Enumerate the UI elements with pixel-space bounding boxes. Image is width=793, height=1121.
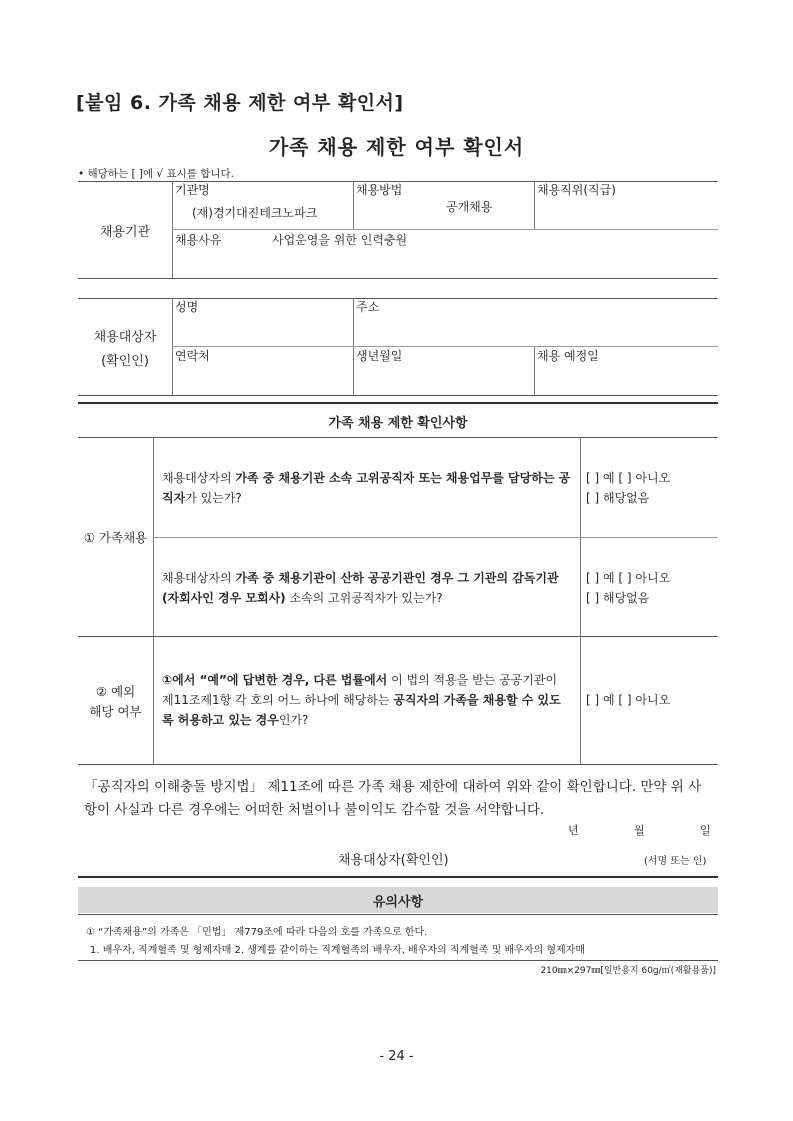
question-2-na-checkbox[interactable]: [ ] 해당없음 <box>586 591 650 605</box>
employer-divider <box>534 181 535 229</box>
org-name-value[interactable]: (재)경기대진테크노파크 <box>192 206 318 220</box>
candidate-divider <box>534 346 535 395</box>
notice-line-2: 1. 배우자, 직계혈족 및 형제자매 2. 생계를 같이하는 직계혈족의 배우자, 배우자의 직계혈족 및 배우자의 형제자매 <box>90 945 585 956</box>
hiring-reason-value[interactable]: 사업운영을 위한 인력충원 <box>272 233 408 247</box>
candidate-bottom-border <box>78 395 718 396</box>
hiring-reason-label: 채용사유 <box>175 233 222 247</box>
org-name-label: 기관명 <box>175 183 210 197</box>
question-3-middle: 이 법의 적용을 받는 공공기관이 제11조제1항 각 호의 어느 하나에 해당하는 <box>162 673 558 707</box>
page-number: - 24 - <box>379 1049 414 1064</box>
attachment-heading: [붙임 6. 가족 채용 제한 여부 확인서] <box>76 92 404 114</box>
question-1-yes-no-checkbox[interactable]: [ ] 예 [ ] 아니오 <box>586 471 671 485</box>
question-2-yes-no-checkbox[interactable]: [ ] 예 [ ] 아니오 <box>586 571 671 585</box>
question-1 <box>162 468 572 508</box>
question-2 <box>162 568 575 608</box>
notice-header-divider <box>78 914 718 915</box>
check-divider <box>153 437 154 764</box>
check-row-divider <box>153 537 718 538</box>
candidate-section-label: 채용대상자 <box>93 330 157 345</box>
check-top-border <box>78 402 718 404</box>
employer-bottom-border <box>78 278 718 279</box>
birthdate-label: 생년월일 <box>356 349 403 363</box>
hire-date-label: 채용 예정일 <box>537 349 599 363</box>
question-2-prefix: 채용대상자의 <box>162 571 236 585</box>
position-label: 채용직위(직급) <box>537 183 616 197</box>
question-3 <box>162 670 570 730</box>
question-1-prefix: 채용대상자의 <box>162 471 236 485</box>
exception-sublabel: 해당 여부 <box>89 704 142 719</box>
question-1-emphasis: 가족 중 채용기관 소속 고위공직자 또는 채용업무를 담당하는 공직자 <box>162 471 571 505</box>
question-1-na-checkbox[interactable]: [ ] 해당없음 <box>586 491 650 505</box>
instruction-note: • 해당하는 [ ]에 √ 표시를 합니다. <box>78 168 235 180</box>
question-3-emphasis-2: 공직자의 가족을 채용할 수 있도록 허용하고 있는 경우 <box>162 693 561 727</box>
signature-hint[interactable]: (서명 또는 인) <box>644 856 707 867</box>
date-year-label: 년 <box>568 824 579 837</box>
check-section-title: 가족 채용 제한 확인사항 <box>328 416 468 431</box>
exception-label: ② 예외 <box>95 684 136 699</box>
question-1-suffix: 가 있는가? <box>185 491 242 505</box>
question-3-yes-no-checkbox[interactable]: [ ] 예 [ ] 아니오 <box>586 693 671 707</box>
notice-line-1: ① “가족채용”의 가족은 「민법」 제779조에 따라 다음의 호를 가족으로 한다. <box>86 927 428 938</box>
candidate-row-divider <box>172 346 718 347</box>
question-2-suffix: 소속의 고위공직자가 있는가? <box>285 591 443 605</box>
check-divider <box>580 437 581 764</box>
employer-divider <box>353 181 354 229</box>
check-bottom-border <box>78 764 718 765</box>
candidate-section-sublabel: (확인인) <box>101 354 149 369</box>
question-3-suffix: 인가? <box>278 713 309 727</box>
paper-spec: 210㎜×297㎜[일반용지 60g/㎡(재활용품)] <box>540 966 716 976</box>
hiring-method-value[interactable]: 공개채용 <box>446 200 493 214</box>
form-title: 가족 채용 제한 여부 확인서 <box>268 135 525 159</box>
question-3-emphasis-1: ①에서 “예”에 답변한 경우, 다른 법률에서 <box>162 673 388 687</box>
name-label: 성명 <box>175 300 199 314</box>
contact-label: 연락처 <box>175 349 210 363</box>
hiring-method-label: 채용방법 <box>356 183 403 197</box>
check-header-divider <box>78 437 718 438</box>
date-day-label: 일 <box>700 824 711 837</box>
employer-section-label: 채용기관 <box>99 225 151 240</box>
notice-title: 유의사항 <box>372 895 424 910</box>
candidate-top-border <box>78 298 718 299</box>
declaration-text: 「공직자의 이해충돌 방지법」 제11조에 따른 가족 채용 제한에 대하여 위와 같이 확인합니다. 만약 위 사항이 사실과 다른 경우에는 어떠한 처벌이나 불이익도 감수할 것을 서약합니다. <box>84 779 702 818</box>
signer-label: 채용대상자(확인인) <box>338 853 449 868</box>
family-hiring-label: ① 가족채용 <box>83 530 148 545</box>
check-row-divider <box>78 636 718 637</box>
address-label: 주소 <box>356 300 380 314</box>
date-month-label: 월 <box>634 824 645 837</box>
employer-row-divider <box>172 229 718 230</box>
question-2-emphasis: 가족 중 채용기관이 산하 공공기관인 경우 그 기관의 감독기관(자회사인 경우 모회사) <box>162 571 559 605</box>
notice-top-border <box>78 876 718 878</box>
notice-bottom-border <box>78 960 718 961</box>
